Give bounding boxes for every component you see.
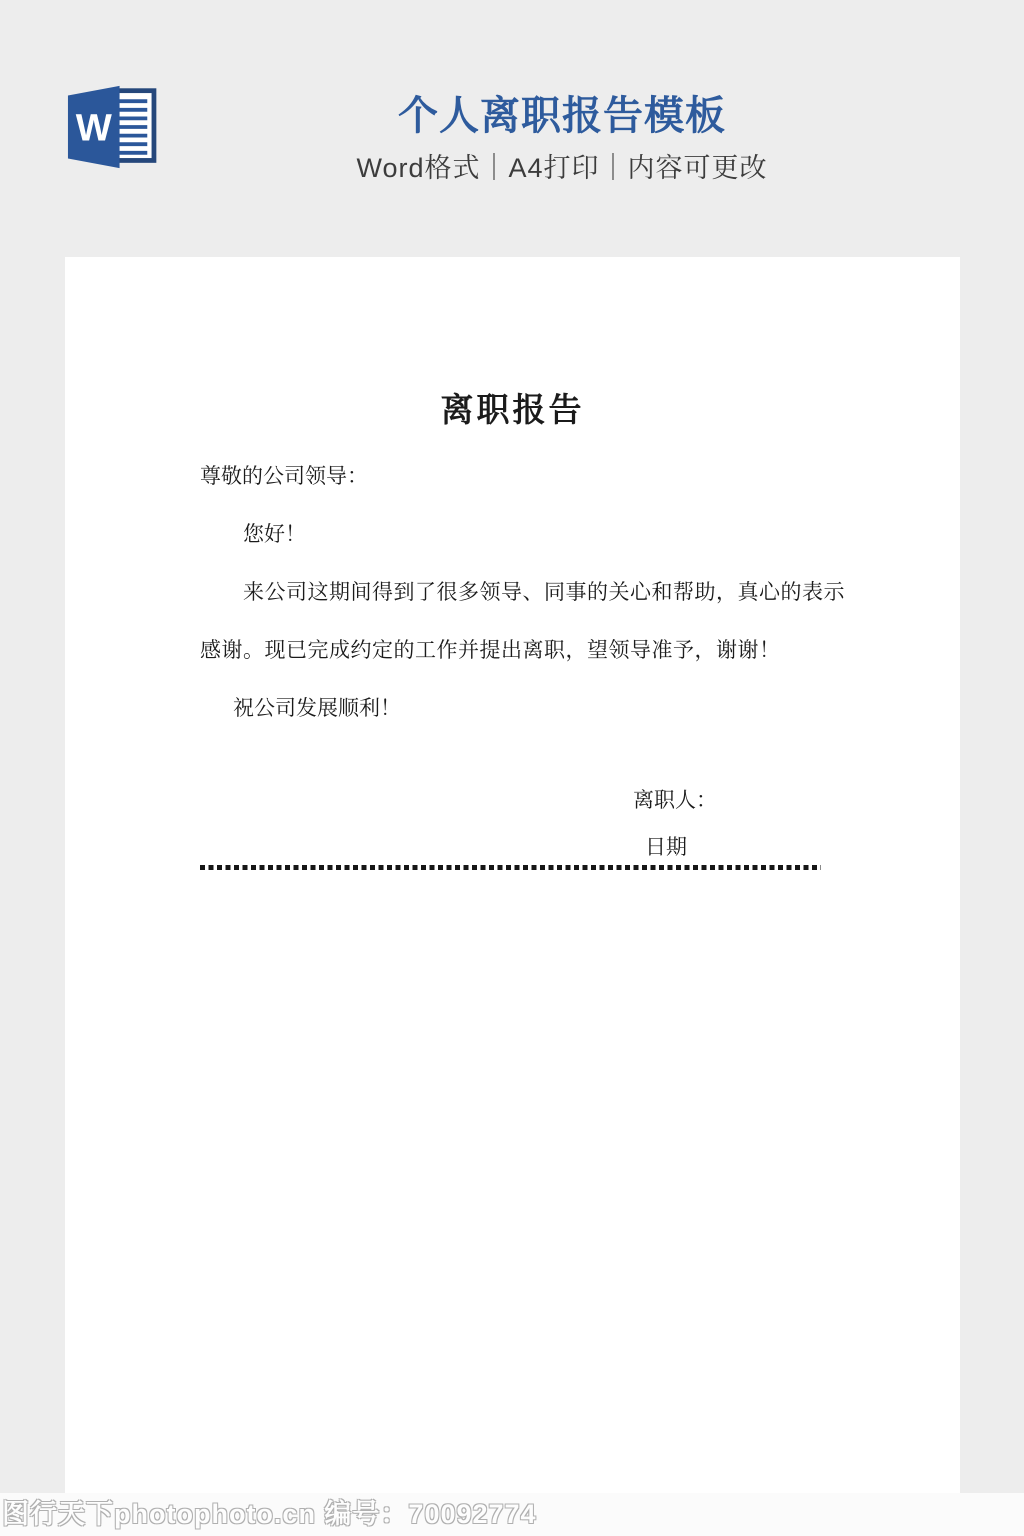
header-text-block [100, 94, 1024, 184]
salutation-line: 尊敬的公司领导： [200, 464, 368, 488]
signer-label: 离职人： [633, 788, 717, 812]
date-label: 日期 [645, 835, 687, 859]
body-line-2: 感谢。现已完成约定的工作并提出离职，望领导准予，谢谢！ [200, 638, 781, 662]
watermark-bar [0, 1493, 1024, 1536]
template-subtitle: Word格式｜A4打印｜内容可更改 [356, 153, 768, 183]
closing-line: 祝公司发展顺利！ [233, 696, 401, 720]
watermark-text: 图行天下photophoto.cn 编号：70092774 [2, 1499, 537, 1529]
word-logo-letter: W [75, 106, 112, 150]
template-title: 个人离职报告模板 [398, 94, 726, 138]
document-page [65, 257, 960, 1536]
greeting-line: 您好！ [243, 522, 306, 546]
body-line-1: 来公司这期间得到了很多领导、同事的关心和帮助，真心的表示 [243, 580, 845, 604]
dotted-divider [200, 865, 821, 870]
document-title: 离职报告 [440, 393, 585, 429]
